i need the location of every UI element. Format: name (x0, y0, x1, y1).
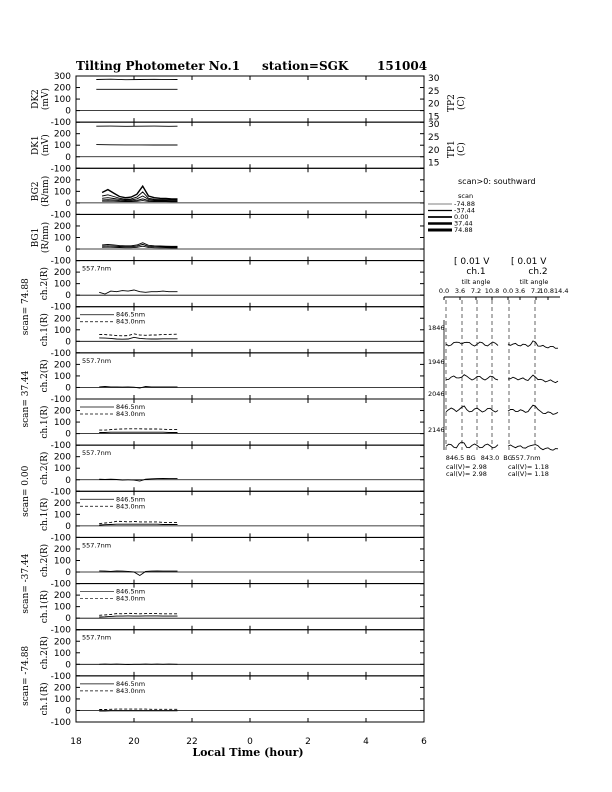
y-axis-label (39, 498, 50, 531)
x-tick-label: 4 (363, 737, 369, 747)
y-tick-label: 100 (53, 95, 71, 106)
panel-s3c1 (39, 491, 424, 543)
tilt-trace-ch1 (446, 442, 498, 448)
right-axis-label-line: TP2 (447, 94, 457, 112)
y-tick-label: 0 (65, 568, 71, 579)
series-line (99, 664, 177, 665)
y-tick-label: 200 (53, 83, 71, 94)
series-line (99, 337, 177, 339)
y-axis-label-line: ch.1(R) (40, 682, 50, 716)
right-tick-label: 25 (428, 132, 440, 143)
y-axis-label (31, 222, 51, 253)
tilt-time-label: 1946 (428, 358, 445, 366)
y-axis-label (39, 267, 50, 300)
legend-label: 557.7nm (82, 449, 112, 458)
panel-frame (76, 537, 424, 583)
ch1-scale: [ 0.01 V (454, 257, 490, 267)
series-line (96, 79, 177, 80)
y-axis-label-line: ch.2(R) (40, 636, 50, 670)
y-tick-label: -100 (50, 487, 71, 498)
scan-direction-note: scan>0: southward (458, 177, 536, 186)
tilt-tick-label: 7.2 (470, 287, 482, 295)
right-tick-label: 20 (428, 145, 440, 156)
panel-frame (76, 353, 424, 399)
y-tick-label: -100 (50, 441, 71, 452)
panel-dk2 (31, 72, 467, 131)
y-tick-label: 100 (53, 418, 71, 429)
cal-ch1: cal(V)= 2.98 (446, 463, 487, 471)
scan-group-label: scan= 0.00 (21, 465, 31, 517)
panel-s2c2 (39, 353, 424, 405)
y-tick-label: -100 (50, 164, 71, 175)
x-axis-label: Local Time (hour) (192, 746, 304, 759)
right-tick-label: 15 (428, 112, 440, 123)
scan-legend-label: -37.44 (454, 206, 475, 215)
panel-frame (76, 445, 424, 491)
legend-label: 846.5nm (116, 495, 146, 504)
y-axis-label-line: ch.2(R) (40, 543, 50, 578)
panel-frame (76, 214, 424, 260)
series-line (99, 521, 177, 523)
tilt-bottom-label: BG (503, 454, 513, 462)
legend-label: 557.7nm (82, 356, 112, 365)
y-axis-label-line: (R/nm) (41, 221, 51, 254)
tilt-label-ch1: tilt angle (461, 278, 491, 286)
y-tick-label: 0 (65, 198, 71, 209)
scan-group-labels (21, 278, 31, 706)
panel-s4c2 (39, 537, 424, 589)
scan-legend-label: 74.88 (454, 226, 473, 234)
panel-s1c1 (39, 307, 424, 359)
y-tick-label: 200 (53, 175, 71, 186)
legend-label: 846.5nm (116, 587, 146, 596)
tilt-tick-label: 10.8 (484, 287, 500, 295)
series-line (99, 429, 177, 430)
scan-legend-label: -74.88 (454, 200, 475, 208)
y-tick-label: -100 (50, 533, 71, 544)
scan-group-label: scan= 37.44 (21, 370, 31, 428)
tilt-label-ch2: tilt angle (519, 278, 549, 286)
ch2-label: ch.2 (528, 267, 548, 277)
y-tick-label: 200 (53, 498, 71, 509)
tilt-tick-label: 10.814.4 (539, 287, 569, 295)
y-tick-label: -100 (50, 671, 71, 682)
tilt-trace-ch1 (446, 406, 498, 412)
y-axis-label (39, 359, 50, 392)
y-axis-label-line: DK1 (31, 135, 41, 156)
right-axis-label (447, 140, 467, 158)
y-tick-label: -100 (50, 625, 71, 636)
y-tick-label: 200 (53, 452, 71, 463)
scan-group-label: scan= -74.88 (21, 645, 31, 706)
scan-group-label: scan= -37.44 (21, 553, 31, 614)
tilt-time-label: 1846 (428, 324, 445, 332)
panel-frame (76, 261, 424, 307)
y-tick-label: 100 (53, 325, 71, 336)
y-tick-label: 100 (53, 187, 71, 198)
y-axis-label (39, 636, 50, 669)
panel-bg1 (31, 214, 424, 266)
y-tick-label: 0 (65, 106, 71, 117)
y-tick-label: 100 (53, 141, 71, 152)
series-line (99, 524, 177, 525)
tilt-bottom-label: 846.5 (445, 454, 465, 462)
y-tick-label: 0 (65, 245, 71, 256)
panel-s1c2 (39, 261, 424, 313)
y-axis-label-line: DK2 (31, 89, 41, 109)
tilt-bottom-label: 557.7nm (511, 454, 541, 462)
y-tick-label: 0 (65, 291, 71, 302)
y-axis-label (31, 88, 51, 110)
scan-group-label: scan= 74.88 (21, 278, 31, 336)
tilt-tick-label: 0.0 (502, 287, 514, 295)
y-axis-label-line: ch.1(R) (40, 497, 50, 531)
tilt-tick-label: 0.0 (438, 287, 450, 295)
tilt-trace-ch2 (508, 375, 558, 383)
legend-label: 557.7nm (82, 264, 112, 273)
y-tick-label: 100 (53, 371, 71, 382)
y-tick-label: 100 (53, 556, 71, 567)
ch2-scale: [ 0.01 V (511, 257, 547, 267)
panel-s4c1 (39, 584, 424, 636)
series-line (99, 290, 177, 294)
y-axis-label (39, 590, 50, 623)
panel-dk1 (31, 120, 467, 174)
tilt-trace-ch1 (446, 342, 498, 346)
y-tick-label: 0 (65, 152, 71, 163)
x-tick-label: 2 (305, 737, 311, 747)
figure-title: Tilting Photometer No.1 (76, 59, 241, 73)
right-axis-label-line: (C) (457, 142, 467, 157)
y-tick-label: 100 (53, 464, 71, 475)
y-tick-label: -100 (50, 118, 71, 129)
legend-label: 843.0nm (116, 410, 146, 418)
panel-frame (76, 168, 424, 214)
tilt-time-label: 2146 (428, 426, 445, 434)
right-tick-label: 25 (428, 86, 440, 97)
cal-ch2: cal(V)= 1.18 (508, 470, 549, 478)
tilt-angle-panel (428, 177, 568, 478)
tilt-bottom-label: 843.0 (480, 454, 500, 462)
legend-label: 846.5nm (116, 403, 146, 411)
y-tick-label: -100 (50, 256, 71, 267)
right-tick-label: 15 (428, 158, 440, 169)
panel-s2c1 (39, 399, 424, 451)
ch1-label: ch.1 (466, 267, 486, 277)
right-axis-label-line: (C) (457, 96, 467, 111)
y-tick-label: 100 (53, 279, 71, 290)
y-axis-label-line: ch.1(R) (40, 590, 50, 624)
cal-ch1: cal(V)= 2.98 (446, 470, 487, 478)
legend-label: 846.5nm (116, 679, 146, 688)
y-tick-label: 200 (53, 683, 71, 694)
legend-label: 843.0nm (116, 502, 146, 511)
tilt-time-label: 2046 (428, 390, 445, 398)
right-axis-label (447, 94, 467, 112)
right-tick-label: 20 (428, 99, 440, 110)
right-tick-label: 30 (428, 120, 440, 131)
series-line (99, 571, 177, 576)
y-tick-label: 0 (65, 660, 71, 671)
y-axis-label-line: ch.1(R) (40, 405, 50, 439)
y-tick-label: 200 (53, 544, 71, 555)
panel-bg2 (31, 168, 424, 220)
y-tick-label: -100 (50, 718, 71, 728)
y-tick-label: 100 (53, 510, 71, 521)
y-axis-label-line: (R/nm) (41, 175, 51, 207)
x-tick-label: 18 (70, 737, 82, 747)
series-line (99, 613, 177, 615)
y-tick-label: 0 (65, 429, 71, 440)
y-axis-label (39, 452, 50, 485)
station-label: station=SGK (262, 59, 349, 73)
date-label: 151004 (377, 59, 428, 73)
y-tick-label: 300 (53, 72, 71, 82)
y-axis-label (39, 405, 50, 438)
y-tick-label: 0 (65, 337, 71, 348)
x-tick-label: 0 (247, 737, 253, 747)
panel-s5c2 (39, 630, 424, 682)
tilt-tick-label: 3.6 (514, 287, 526, 295)
y-tick-label: 200 (53, 591, 71, 602)
x-tick-label: 6 (421, 737, 427, 747)
legend-label: 557.7nm (82, 541, 112, 550)
tilt-trace-ch1 (446, 375, 498, 380)
y-tick-label: -100 (50, 348, 71, 359)
y-tick-label: 0 (65, 614, 71, 625)
legend-label: 843.0nm (116, 317, 146, 326)
panel-s5c1 (39, 676, 424, 728)
tilt-bottom-label: BG (466, 454, 476, 462)
y-axis-label-line: (mV) (41, 88, 51, 111)
y-axis-label (39, 682, 50, 715)
tilt-trace-ch2 (508, 405, 558, 414)
y-axis-label-line: BG1 (31, 227, 41, 248)
series-line (99, 616, 177, 617)
y-axis-label (31, 134, 51, 156)
scan-legend-label: 0.00 (454, 213, 469, 221)
y-tick-label: 100 (53, 694, 71, 705)
y-axis-label-line: BG2 (31, 181, 41, 202)
y-tick-label: 200 (53, 406, 71, 417)
legend-label: 557.7nm (82, 633, 112, 642)
y-axis-label (39, 313, 50, 346)
tilt-tick-label: 7.2 (530, 287, 542, 295)
panel-stack (31, 72, 467, 728)
panel-frame (76, 630, 424, 676)
tilt-trace-ch2 (508, 341, 558, 348)
tilt-trace-ch2 (508, 445, 558, 451)
scan-legend-title: scan (458, 192, 474, 200)
y-tick-label: 200 (53, 221, 71, 232)
y-tick-label: 200 (53, 314, 71, 325)
y-axis-label (39, 544, 50, 577)
y-axis-label-line: ch.1(R) (40, 313, 50, 347)
tilt-tick-label: 3.6 (454, 287, 466, 295)
x-axis (70, 737, 427, 759)
y-tick-label: -100 (50, 395, 71, 405)
x-tick-label: 22 (186, 737, 198, 747)
right-axis-label-line: TP1 (447, 140, 457, 159)
y-tick-label: 200 (53, 360, 71, 371)
legend-label: 843.0nm (116, 686, 146, 695)
y-tick-label: -100 (50, 210, 71, 221)
scan-legend-label: 37.44 (454, 219, 473, 228)
y-tick-label: 100 (53, 648, 71, 659)
y-axis-label-line: ch.2(R) (40, 267, 50, 301)
y-tick-label: 0 (65, 475, 71, 486)
x-tick-label: 20 (128, 737, 140, 747)
y-axis-label-line: ch.2(R) (40, 451, 50, 485)
y-tick-label: 0 (65, 383, 71, 394)
y-tick-label: 200 (53, 268, 71, 279)
series-line (99, 334, 177, 336)
y-tick-label: -100 (50, 579, 71, 590)
y-axis-label-line: ch.2(R) (40, 359, 50, 393)
y-axis-label (31, 176, 51, 207)
cal-ch2: cal(V)= 1.18 (508, 463, 549, 471)
y-tick-label: 200 (53, 129, 71, 140)
panel-frame (76, 76, 424, 122)
panel-s3c2 (39, 445, 424, 497)
y-tick-label: 100 (53, 233, 71, 244)
legend-label: 846.5nm (116, 310, 146, 319)
y-tick-label: 200 (53, 637, 71, 648)
right-tick-label: 30 (428, 74, 440, 84)
y-tick-label: -100 (50, 302, 71, 313)
y-axis-label-line: (mV) (41, 134, 51, 157)
y-tick-label: 100 (53, 602, 71, 613)
y-tick-label: 0 (65, 706, 71, 717)
y-tick-label: 0 (65, 521, 71, 532)
legend-label: 843.0nm (116, 594, 146, 603)
